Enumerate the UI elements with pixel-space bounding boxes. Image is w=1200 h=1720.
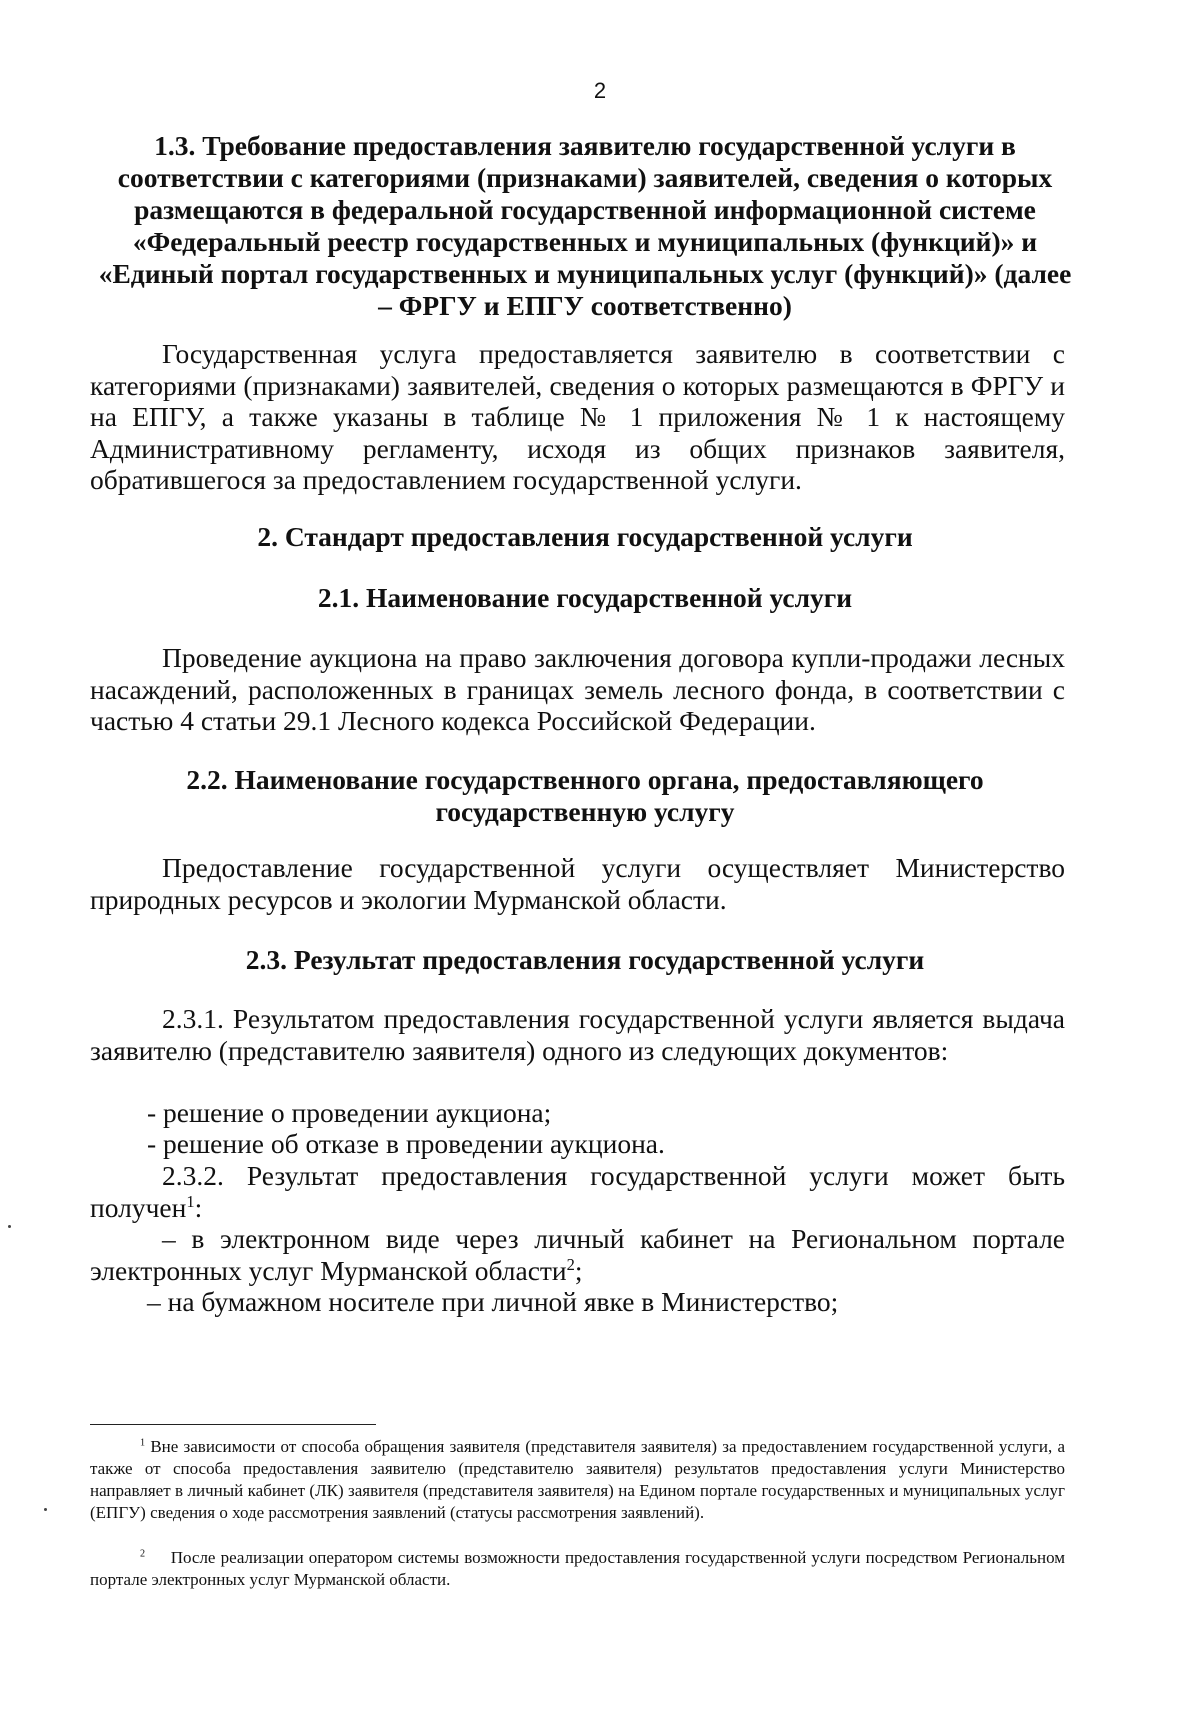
list-item-electronic xyxy=(90,1223,1065,1286)
section-1-3-heading: 1.3. Требование предоставления заявителю государственной услуги в соответствии с категориями (признаками) заявителей, сведения о которых размещаются в федеральной государственной информационной системе «Федеральный реестр государственных и муниципальных (функций)» и «Единый портал государственных и муниципальных услуг (функций)» (далее – ФРГУ и ЕПГУ соответственно) xyxy=(98,130,1072,321)
footnote-separator xyxy=(90,1424,376,1425)
section-2-2-text: Предоставление государственной услуги осуществляет Министерство природных ресурсов и экологии Мурманской области. xyxy=(90,852,1065,915)
section-2-heading: 2. Стандарт предоставления государственной услуги xyxy=(257,521,913,552)
paragraph-2-3-1: 2.3.1. Результатом предоставления государственной услуги является выдача заявителю (представителю заявителя) одного из следующих документов: xyxy=(90,1003,1065,1066)
footnote-mark-1: 1 xyxy=(140,1437,146,1449)
footnote-1 xyxy=(90,1436,1065,1524)
page-number: 2 xyxy=(593,78,607,103)
paragraph-2-3-2 xyxy=(90,1160,1065,1223)
section-2-3-heading: 2.3. Результат предоставления государственной услуги xyxy=(245,944,925,975)
paragraph-2-3-2-text: 2.3.2. Результат предоставления государственной услуги может быть получен xyxy=(90,1160,1065,1223)
footnote-2 xyxy=(90,1547,1065,1591)
footnote-mark-2: 2 xyxy=(140,1548,146,1560)
section-2-2-heading-line2: государственную услугу xyxy=(435,796,735,827)
list-item-electronic-text: – в электронном виде через личный кабинет на Региональном портале электронных услуг Мурманской области xyxy=(90,1223,1065,1286)
list-item: - решение об отказе в проведении аукциона. xyxy=(147,1128,665,1159)
list-item: - решение о проведении аукциона; xyxy=(147,1097,552,1128)
list-item-paper: – на бумажном носителе при личной явке в Министерство; xyxy=(147,1286,839,1317)
scan-speck xyxy=(44,1508,47,1511)
list-item-electronic-end: ; xyxy=(574,1254,583,1286)
section-2-2-heading-line1: 2.2. Наименование государственного органа, предоставляющего xyxy=(186,764,984,795)
footnote-ref-2[interactable]: 2 xyxy=(566,1254,575,1274)
footnote-2-text: После реализации оператором системы возможности предоставления государственной услуги посредством Региональном портале электронных услуг Мурманской области. xyxy=(90,1548,1066,1589)
section-2-1-heading: 2.1. Наименование государственной услуги xyxy=(317,582,853,613)
scan-speck xyxy=(8,1225,11,1228)
paragraph-2-3-2-end: : xyxy=(194,1191,203,1223)
footnote-ref-1[interactable]: 1 xyxy=(186,1191,195,1211)
footnote-1-text: Вне зависимости от способа обращения заявителя (представителя заявителя) за предоставлением государственной услуги, а также от способа предоставления заявителю (представителю заявителя) результатов предоставления услуги Министерство направляет в личный кабинет (ЛК) заявителя (представителя заявителя) на Едином портале государственных и муниципальных услуг (ЕПГУ) сведения о ходе рассмотрения заявлений (статусы рассмотрения заявлений). xyxy=(90,1437,1066,1522)
section-1-3-text: Государственная услуга предоставляется заявителю в соответствии с категориями (признаками) заявителей, сведения о которых размещаются в ФРГУ и на ЕПГУ, а также указаны в таблице № 1 приложения № 1 к настоящему Административному регламенту, исходя из общих признаков заявителя, обратившегося за предоставлением государственной услуги. xyxy=(90,338,1065,495)
section-2-1-text: Проведение аукциона на право заключения договора купли-продажи лесных насаждений, расположенных в границах земель лесного фонда, в соответствии с частью 4 статьи 29.1 Лесного кодекса Российской Федерации. xyxy=(90,642,1065,736)
section-2-2-heading xyxy=(90,764,1080,828)
